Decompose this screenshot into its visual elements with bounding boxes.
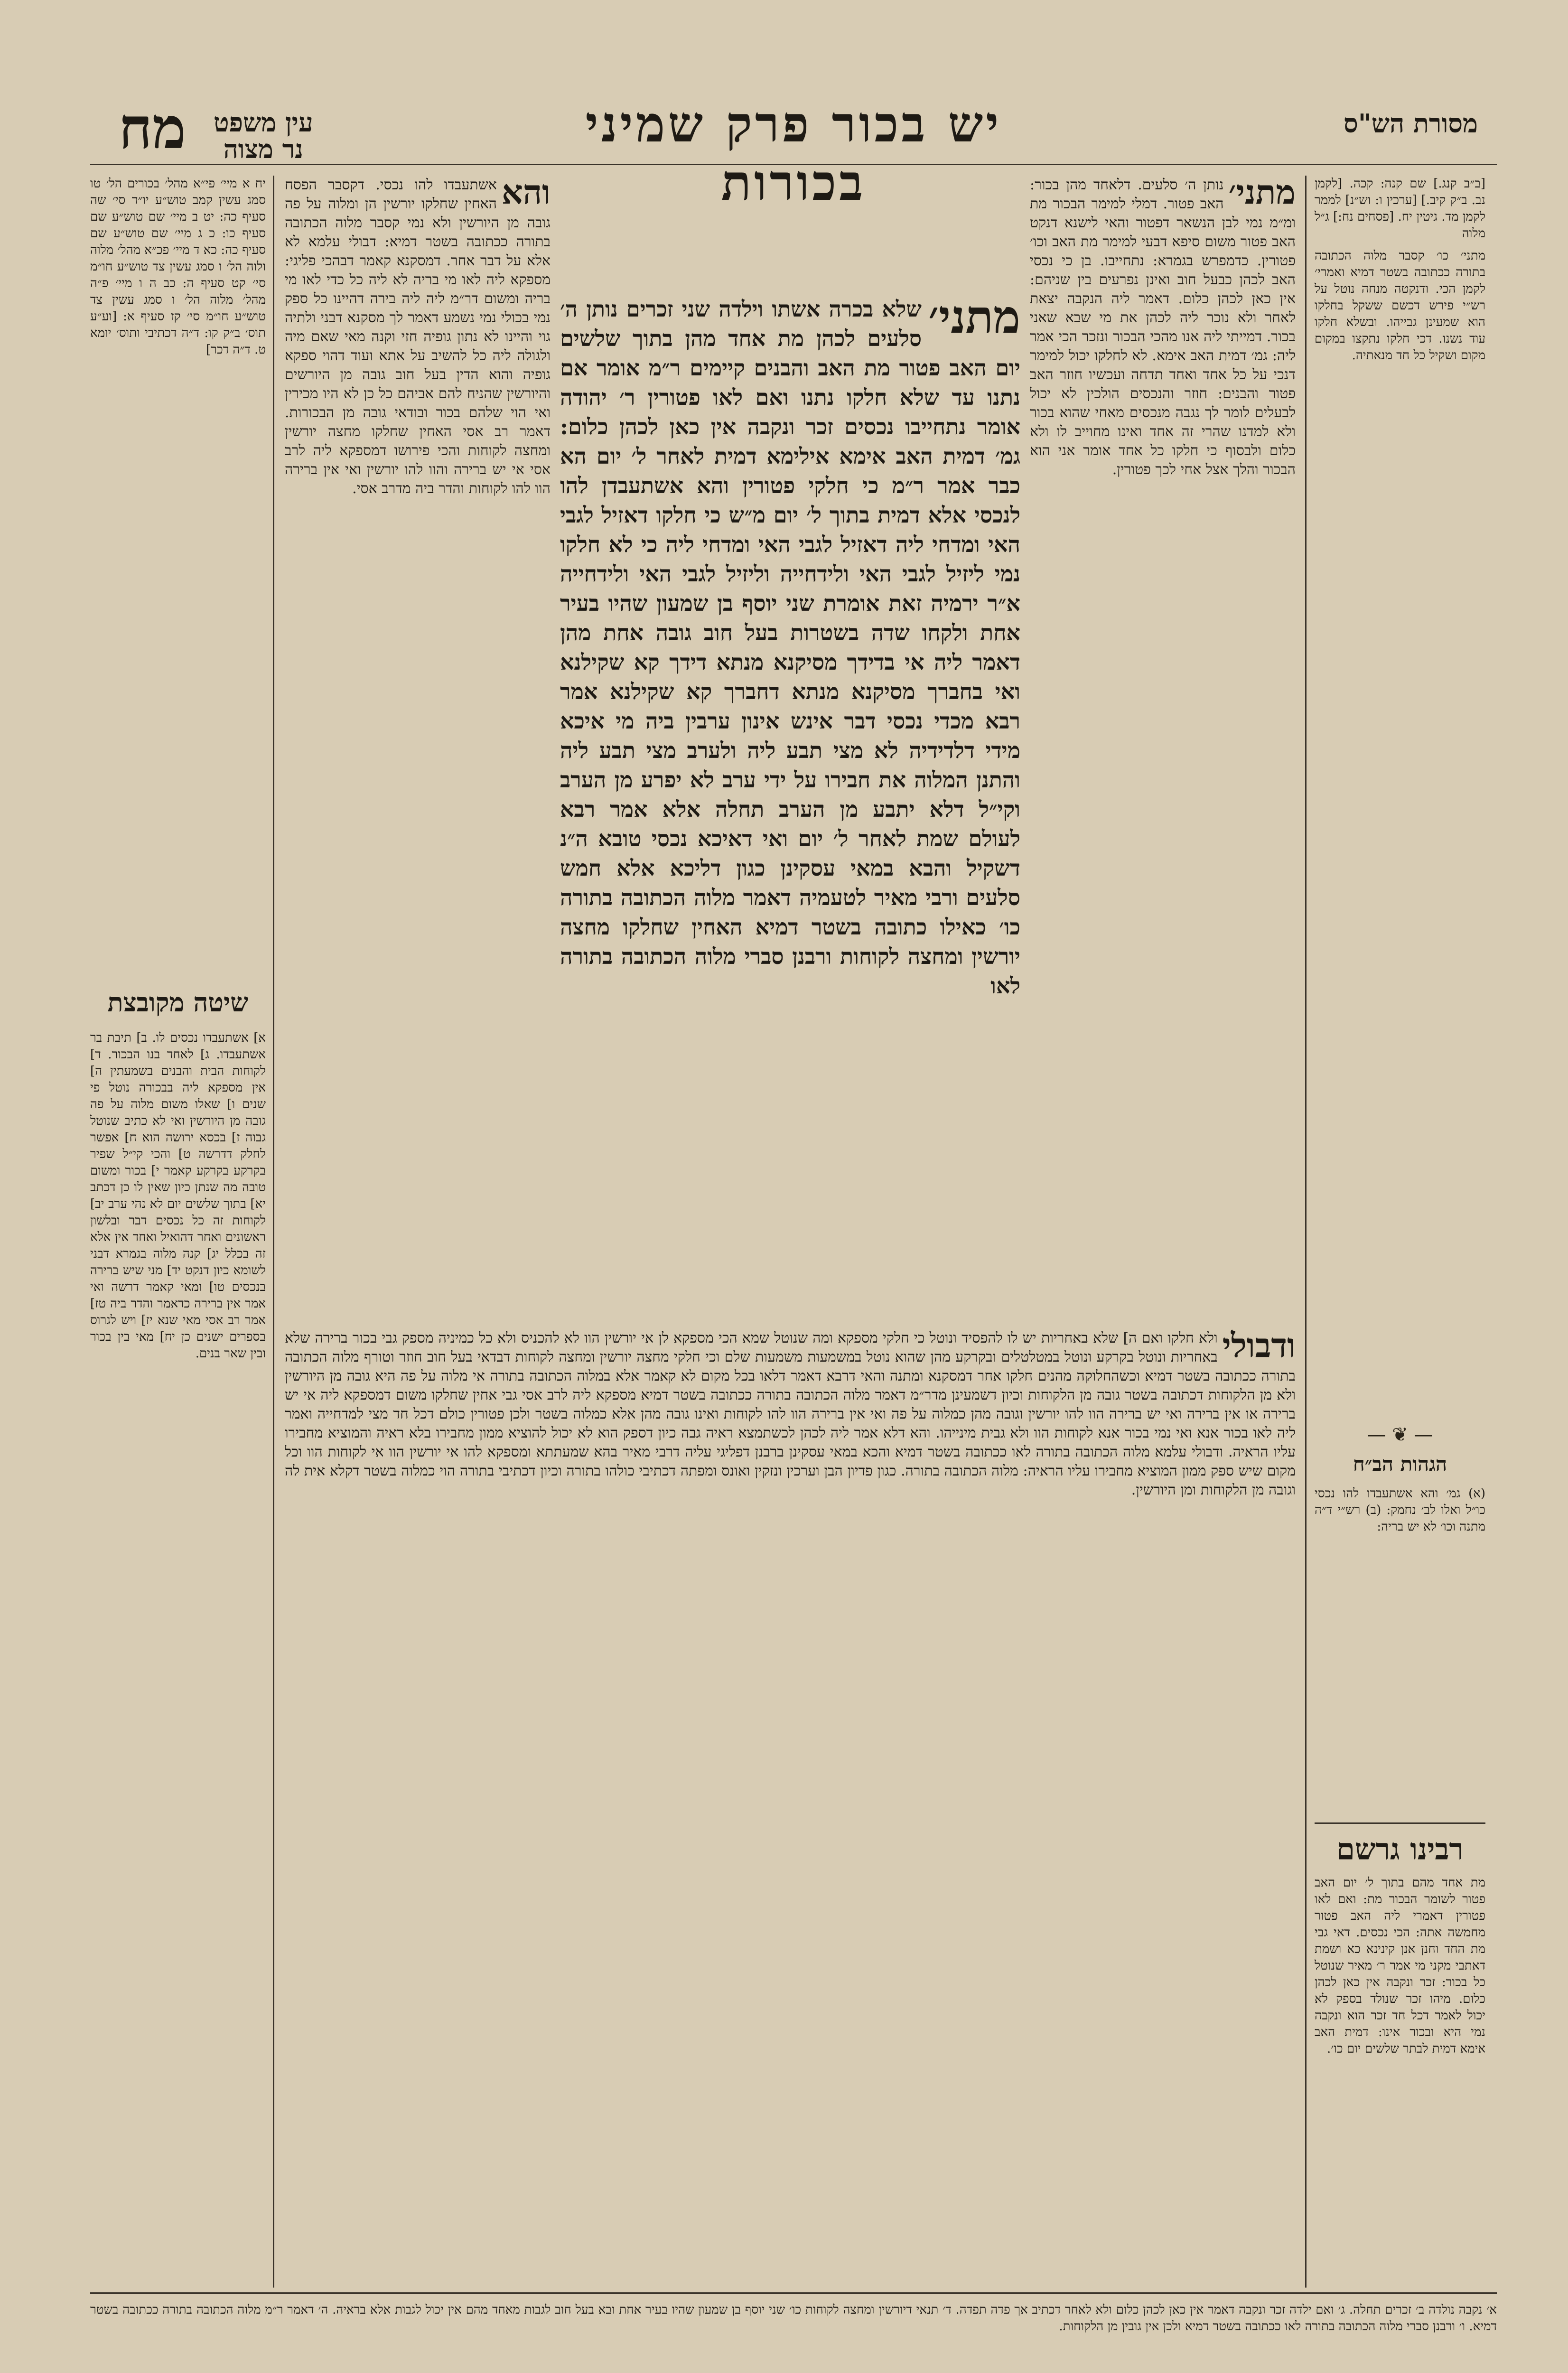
ornament-divider: — ❦ — — [1367, 1424, 1433, 1446]
hagahot-heading: הגהות הב״ח — [1353, 1452, 1447, 1476]
shita-column — [90, 1030, 266, 2288]
header-rule — [90, 164, 1497, 165]
left-margin-rule — [273, 176, 274, 2288]
tosafot-lead-word: והא — [501, 176, 551, 212]
footer-rule — [90, 2292, 1497, 2294]
gershom-rule — [1315, 1822, 1485, 1824]
tosafot-text: אשתעבדו להו נכסי. דקסבר הפסח האחין שחלקו יורשין הן ומלוה על פה גובה מן היורשין ולא נמי קסבר מלוה הכתובה בתורה ככתובה בשטר דמיא: דבולי עלמא לא אלא על דבר אחר. דמסקנא קאמר דבהכי פליגי: מספקא ליה לאו מי בריה לא ליה כל כדי לאו מי בריה ומשום דר״מ ליה ליה בירה דהיינו כל ספק נמי בכולי נמי נשמע דאמר לך מסקנא דבני ולתיה גוי והיינו לא נתון גופיה חזי וקנה מאי שאם מיה ולגולה ליה כל להשיב על אתא ועוד דהוי ספקא גופיה והוא הדין בעל חוב גובה מן היורשים והיורשין שהניח להם אביהם כל כן לא היו מכירין ואי הוי שלהם בכור ובודאי גובה מן הבכורות. דאמר רב אסי האחין שחלקו מחצה יורשין ומחצה לקוחות והכי פירושו דמספקא ליה לרב אסי אי יש ברירה והוו להו יורשין ואי אין ברירה הוו להו לקוחות והדר ביה מדרב אסי. — [285, 177, 551, 497]
masoret-column — [1315, 176, 1485, 1410]
shita-text: א] אשתעבדו נכסים לו. ב] תיבת בר אשתעבדו. ג] לאחד בנו הבכור. ד] לקוחות הבית והבנים בשמעתין ה] אין מספקא ליה בבכורה נוטל פי שנים ו] שאלו משום מלוה על פה גובה מן היורשין ואי לא כתיב שנוטל גבוה ז] בכסא ירושה הוא ח] אפשר לחלק דדרשה ט] והכי קי״ל שפיר בקרקע בקרקע קאמר י] בכור ומשום טובה מה שנתן כיון שאין לו כן דכתב יא] בתוך שלשים יום לא נהי ערב יב] לקוחות זה כל נכסים דבר ובלשון ראשונים ואחר דהואיל ואחד אין אלא זה בכלל יג] קנה מלוה בגמרא דבני לשומא כיון דנקט יד] מני שיש ברירה בנכסים טו] ומאי קאמר דרשה ואי אמר אין ברירה כדאמר והדר ביה טז] אמר רב אסי מאי שנא יז] ויש לגרוס בספרים ישנים כן יח] מאי בין בכור ובין שאר בנים. — [90, 1031, 266, 1361]
rashi-lead-word: מתני׳ — [1228, 176, 1296, 212]
masoret-text: [ב״ב קנג.] שם קנה: קכה. [לקמן נב. ב״ק קיב.] [ערכין ו: וש״נ] לממר לקמן מד. גיטין יח. [פסחים נח:] ג״ל מלוה — [1315, 177, 1485, 241]
gemara-main-text — [560, 294, 1020, 1186]
right-margin-rule — [1305, 176, 1307, 2288]
right-margin-note: מתני׳ כו׳ קסבר מלוה הכתובה בתורה ככתובה בשטר דמיא ואמרי׳ לקמן הכי. ודנקטה מנחה נוטל על רש״י פירש דכשם ששקל בחלקו הוא שמעינן גבייהו. ובשלא חלקו עוד נשנו. דכי חלקו נתקצו במקום מקום ושקיל כל חד מנאתיה. — [1315, 249, 1485, 363]
footnotes-text: א׳ נקבה נולדה ב׳ זכרים תחלה. ג׳ ואם ילדה זכר ונקבה דאמר אין כאן לכהן כלום ולא לאחר דכתיב אך פדה תפדה. ד׳ תנאי דיורשין ומחצה לקוחות כו׳ שני יוסף בן שמעון שהיו בעיר אחת ובא בעל חוב לגבות מאחד מהם אין יכול לגבות אלא בראיה. ה׳ דאמר ר״מ מלוה הכתובה בתורה ככתובה בשטר דמיא. ו׳ ורבנן סברי מלוה הכתובה בתורה לאו ככתובה בשטר דמיא ולכן אין גובין מן הלקוחות. — [90, 2303, 1497, 2334]
folio-number: מח — [119, 95, 187, 162]
shita-heading: שיטה מקובצת — [107, 987, 249, 1018]
bottom-commentary — [285, 1329, 1296, 2259]
masoret-heading: מסורת הש"ס — [1344, 108, 1478, 139]
hagahot-text: (א) גמ׳ והא אשתעבדו להו נכסי כו״ל ואלו לב׳ נחמק: (ב) רש״י ד״ה מתנה וכו׳ לא יש בריה: — [1315, 1486, 1485, 1534]
ein-mishpat-heading: עין משפט נר מצוה — [214, 107, 313, 164]
hagahot-column — [1315, 1485, 1485, 1770]
rabbenu-gershom-text: מת אחד מהם בתוך ל׳ יום האב פטור לשומר הבכור מת: ואם לאו פטורין דאמרי ליה האב פטור מחמשה אתה: הכי נכסים. דאי גבי מת החד וחנן אנן קינינא כא ושמת דאתבי מקני מי אמר ר׳ מאיר שנוטל כל בכור: זכר ונקבה אין כאן לכהן כלום. מיהו זכר שנולד בספק לא יכול לאמר דכל חד זכר הוא ונקבה נמי היא ובכור אינו: דמית האב אימא דמית לבתר שלשים יום כו׳. — [1315, 1876, 1485, 2056]
footnotes — [90, 2302, 1497, 2373]
bottom-commentary-text: ולא חלקו ואם ה] שלא באחריות יש לו להפסיד ונוטל כי חלקי מספקא ומה שנוטל שמא הכי מספקא לן אי יורשין הוו לא להכניס ולא כל כמיניה מספק גבי בכור ברירה שלא באחריות ונוטל בקרקע ונוטל במטלטלים ובקרקע מהן שהוא נוטל במשמעות משמעות שלם וכי חלקי מחצה יורשין ומחצה לקוחות דבדאי בעל חוב חוזר וטורף מלוה הכתובה בתורה ככתובה בשטר דמיא וכשהחלוקה מהנים חלקו אחר דמסקנא ומתנה והאי דרבא דאמר דלאו בכל מקום לא קאמר אלא במלוה הכתובה בתורה אי מלוה על פה היא גובה מן היורשין ולא מן הלקוחות דכתובה בשטר גובה מן הלקוחות וכיון דשמעינן מדר״מ דאמר מלוה הכתובה בתורה ככתובה בשטר דמיא מספקא ליה לרב אסי גבי אחין שחלקו משום דמספקא ליה אי יש ברירה או אין ברירה ואי יש ברירה הוו להו יורשין וגובה מהן כמלוה על פה ואי אין ברירה הוו להו לקוחות ואינו גובה מהן אלא כמלוה בשטר ולכן פטורין כולם דכל חד מצי למדחייה ואמר ליה לאו בכור אנא ואי נמי בכור אנא לקוחות הוו ולא גבית מינייהו. והא דלא אמר ליה לכהן לכשתמצא ראיה גבה כיון דספק הוא לא יכול להוציא ממון מחבירו בלא ראיה והמוציא מחבירו עליו הראיה. ודבולי עלמא מלוה הכתובה בתורה לאו ככתובה בשטר דמיא והכא במאי עסקינן ברבנן דפליגי עליה דרבי מאיר בהא שמעתתא ומספקא להו אי יורשין הוו אי לקוחות הוו וכל מקום שיש ספק ממון המוציא מחבירו עליו הראיה: מלוה הכתובה בתורה. כגון פדיון הבן וערכין ונזקין ואונס ומפתה דכתיבי כולהו בתורה וכיון דכתיבי בתורה הוי כמלוה בשטר דקלא אית לה וגובה מן הלקוחות ומן היורשין. — [285, 1330, 1296, 1498]
tosafot-column — [285, 176, 551, 1315]
page-title: יש בכור פרק שמיני בכורות — [585, 95, 1002, 212]
ein-mishpat-text: יח א מיי׳ פי״א מהל׳ בכורים הל׳ טו סמג עשין קמב טוש״ע יו״ד סי׳ שה סעיף כה: יט ב מיי׳ שם טוש״ע שם סעיף כו: כ ג מיי׳ שם טוש״ע שם סעיף כה: כא ד מיי׳ פכ״א מהל׳ מלוה ולוה הל׳ ו סמג עשין צד טוש״ע חו״מ סי׳ קט סעיף ה: כב ה ו מיי׳ פ״ה מהל׳ מלוה הל׳ ו סמג עשין צד טוש״ע חו״מ סי׳ קז סעיף א: [וע״ע תוס׳ ב״ק קו: ד״ה דכתיבי ותוס׳ יומא ט. ד״ה דכר] — [90, 177, 266, 357]
mishnah-lead-word: מתני׳ — [928, 294, 1020, 344]
rabbenu-gershom-column — [1315, 1875, 1485, 2288]
bottom-lead-word: ודבולי — [1222, 1329, 1296, 1365]
gemara-body: שלא בכרה אשתו וילדה שני זכרים נותן ה׳ סלעים לכהן מת אחד מהן בתוך שלשים יום האב פטור מת האב והבנים קיימים ר״מ אומר אם נתנו עד שלא חלקו נתנו ואם לאו פטורין ר׳ יהודה אומר נתחייבו נכסים זכר ונקבה אין כאן לכהן כלום: גמ׳ דמית האב אימא אילימא דמית לאחר ל׳ יום הא כבר אמר ר״מ כי חלקי פטורין והא אשתעבדן להו לנכסי אלא דמית בתוך ל׳ יום מ״ש כי חלקו דאזיל לגבי האי ומדחי ליה דאזיל לגבי האי ומדחי ליה כי לא חלקו נמי ליזיל לגבי האי ולידחייה וליזיל לגבי האי ולידחייה א״ר ירמיה זאת אומרת שני יוסף בן שמעון שהיו בעיר אחת ולקחו שדה בשטרות בעל חוב גובה אחת מהן דאמר ליה אי בדידך מסיקנא מנתא דידך קא שקילנא ואי בחברך מסיקנא מנתא דחברך קא שקילנא אמר רבא מכדי נכסי דבר אינש אינון ערבין ביה מי איכא מידי דלדידיה לא מצי תבע ליה ולערב מצי תבע ליה והתנן המלוה את חבירו על ידי ערב לא יפרע מן הערב וקי״ל דלא יתבע מן הערב תחלה אלא אמר רבא לעולם שמת לאחר ל׳ יום ואי דאיכא נכסי טובא ה״נ דשקיל והבא במאי עסקינן כגון דליכא אלא חמש סלעים ורבי מאיר לטעמיה דאמר מלוה הכתובה בתורה כו׳ כאילו כתובה בשטר דמיא האחין שחלקו מחצה יורשין ומחצה לקוחות ורבנן סברי מלוה הכתובה בתורה לאו — [560, 296, 1020, 999]
rashi-text: נותן ה׳ סלעים. דלאחד מהן בכור: האב פטור. דמלי למימר הבכור מת ומ״מ נמי לבן הנשאר דפטור והאי לישנא דנקט האב פטור משום סיפא דבעי למימר מת האב וכו׳ פטורין. כדמפרש בגמרא: נתחייבו. בן כי נכסי האב לכהן כבעל חוב ואינן נפרעים בין שניהם: אין כאן לכהן כלום. דאמר ליה הנקבה יצאת לאחר ולא נוכר ליה לכהן את מי שבא שאני בכור. דמייתי ליה אנו מהכי הבכור ונזכר הכי אמר ליה: גמ׳ דמית האב אימא. לא לחלקו יכול למימר דנכי על כל אחד ואחד תדחה ועכשיו חוזר האב פטור והבנים: חוזר והנכסים הולכין לא יכול לבעלים לומר לך נגבה מנכסים מאחי שהוא בכור ולא למדנו שהרי זה אחד ואינו מחוייב לו ולא כלום ולבסוף כי חלקו כל אחד אומר אני הוא הבכור והלך אצל אחי לכך פטורין. — [1030, 177, 1296, 478]
rashi-column — [1030, 176, 1296, 1315]
rabbenu-gershom-heading: רבינו גרשם — [1336, 1832, 1464, 1867]
ein-mishpat-column — [90, 176, 266, 982]
